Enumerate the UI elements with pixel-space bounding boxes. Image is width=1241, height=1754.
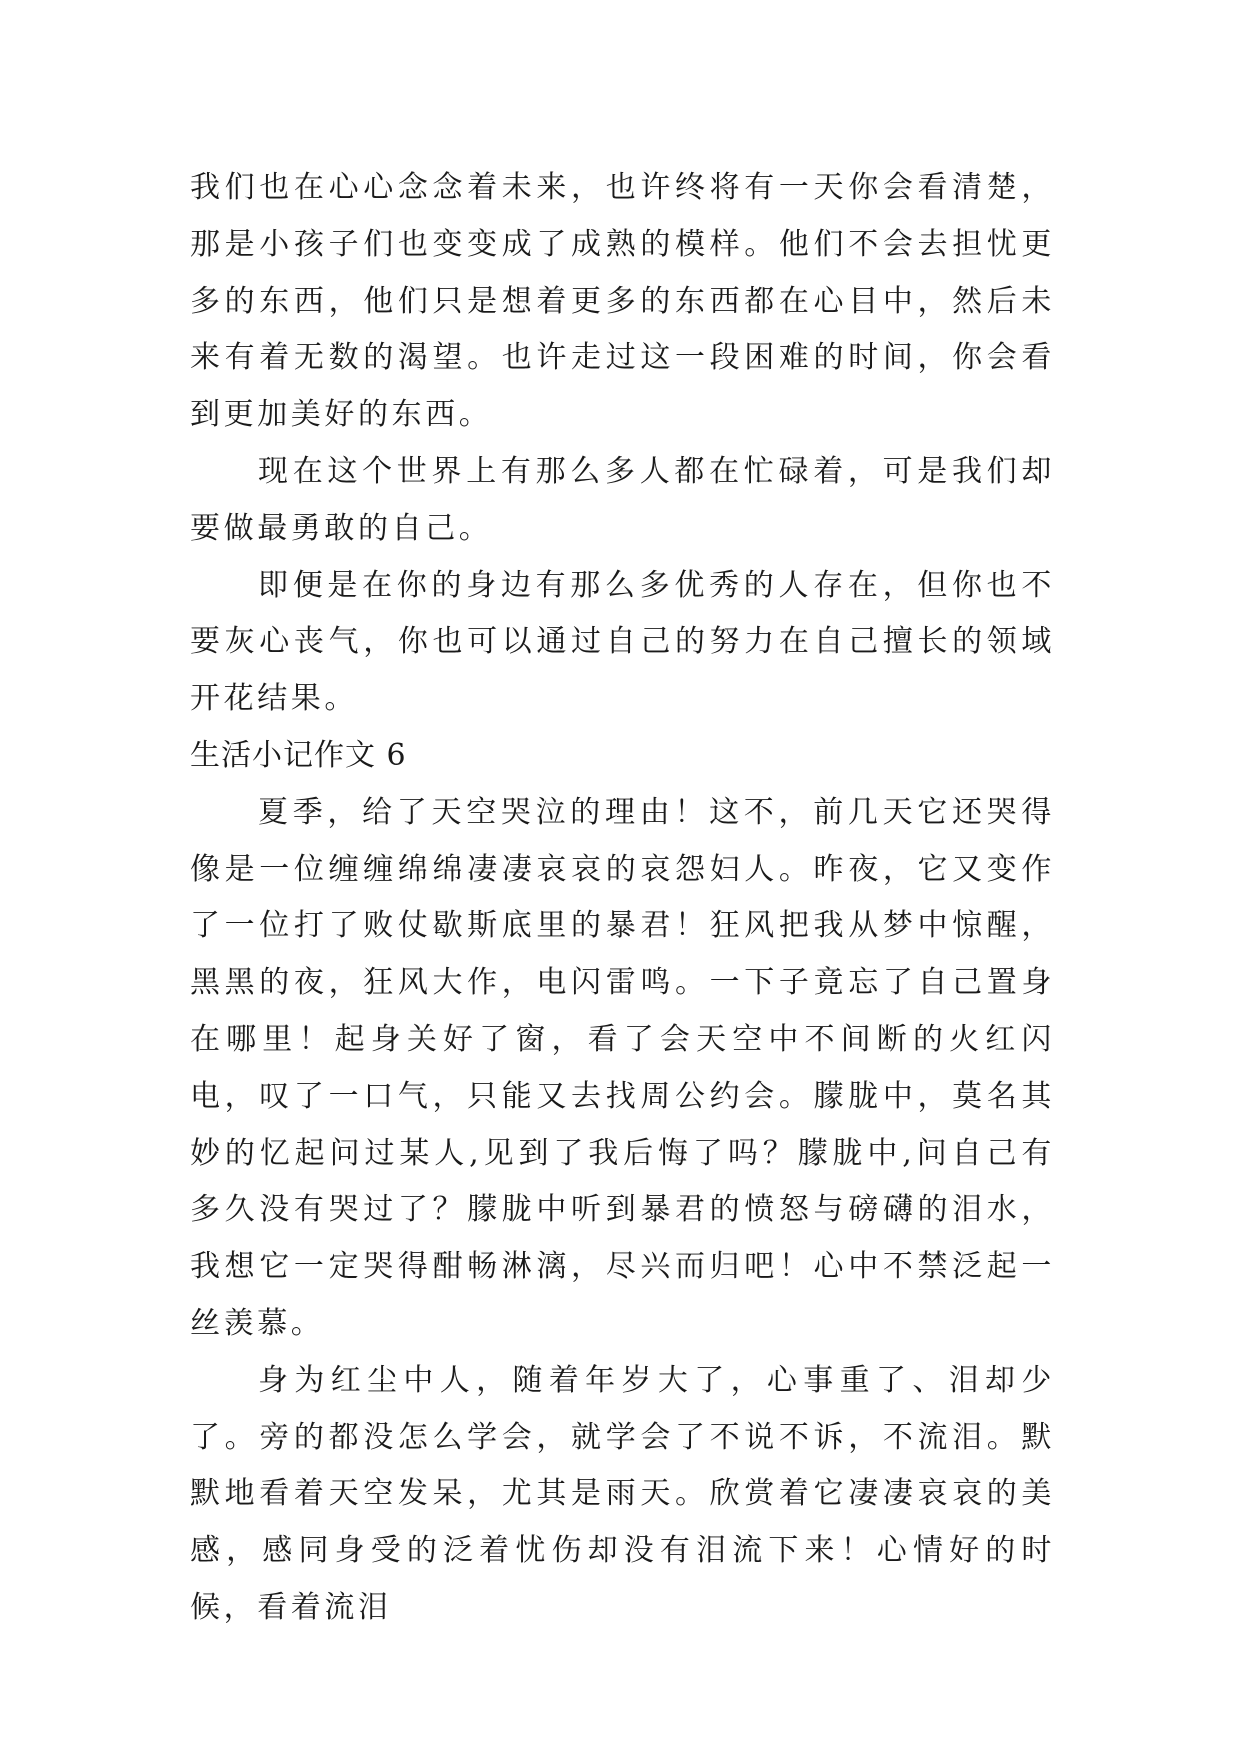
paragraph-4: 夏季，给了天空哭泣的理由！这不，前几天它还哭得像是一位缠缠绵绵凄凄哀哀的哀怨妇人。昨夜，它又变作了一位打了败仗歇斯底里的暴君！狂风把我从梦中惊醒，黑黑的夜，狂风大作，电闪雷鸣。一下子竟忘了自己置身在哪里！起身关好了窗，看了会天空中不间断的火红闪电，叹了一口气，只能又去找周公约会。朦胧中，莫名其妙的忆起问过某人,见到了我后悔了吗？朦胧中,问自己有多久没有哭过了？朦胧中听到暴君的愤怒与磅礴的泪水，我想它一定哭得酣畅淋漓，尽兴而归吧！心中不禁泛起一丝羡慕。 (190, 794, 1055, 1341)
section-heading: 生活小记作文 6 (190, 737, 407, 773)
paragraph-5: 身为红尘中人，随着年岁大了，心事重了、泪却少了。旁的都没怎么学会，就学会了不说不诉，不流泪。默默地看着天空发呆，尤其是雨天。欣赏着它凄凄哀哀的美感，感同身受的泛着忧伤却没有泪流下来！心情好的时候，看着流泪 (190, 1362, 1055, 1625)
paragraph-3: 即便是在你的身边有那么多优秀的人存在，但你也不要灰心丧气，你也可以通过自己的努力在自己擅长的领域开花结果。 (190, 567, 1055, 717)
paragraph-2: 现在这个世界上有那么多人都在忙碌着，可是我们却要做最勇敢的自己。 (190, 453, 1055, 546)
document-page (190, 160, 1055, 1637)
paragraph-1: 我们也在心心念念着未来，也许终将有一天你会看清楚，那是小孩子们也变变成了成熟的模样。他们不会去担忧更多的东西，他们只是想着更多的东西都在心目中，然后未来有着无数的渴望。也许走过这一段困难的时间，你会看到更加美好的东西。 (190, 170, 1055, 433)
